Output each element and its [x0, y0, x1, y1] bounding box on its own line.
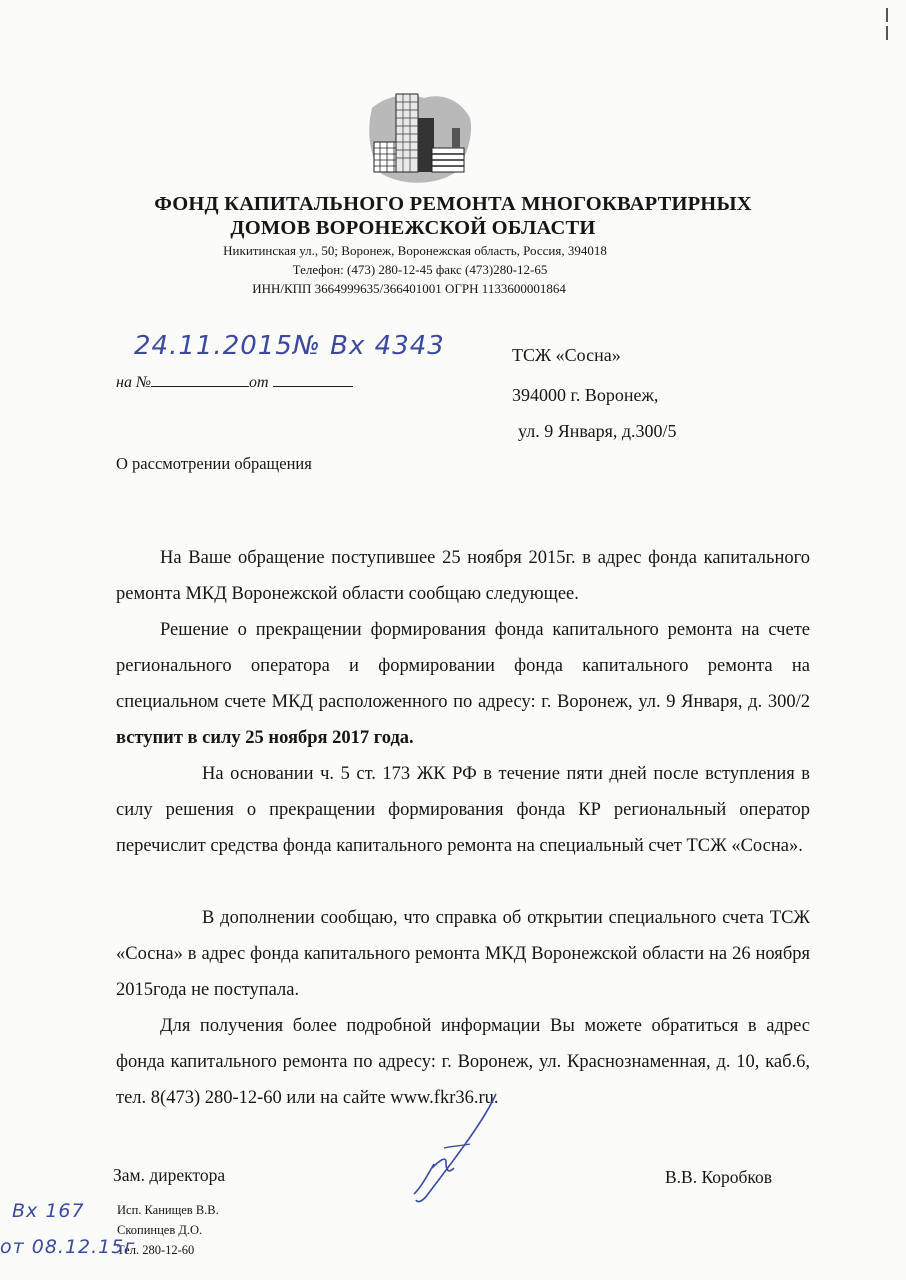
executor-line-2: Скопинцев Д.О. — [117, 1223, 203, 1237]
recipient-name: ТСЖ «Сосна» — [512, 345, 621, 365]
signatory-name: В.В. Коробков — [665, 1167, 773, 1187]
executor-line-1: Исп. Канищев В.В. — [117, 1203, 219, 1217]
org-phone: Телефон: (473) 280-12-45 факс (473)280-12-65 — [292, 262, 548, 277]
reply-reference-line — [116, 372, 353, 392]
fund-logo-icon — [366, 88, 474, 188]
recipient-street: ул. 9 Января, д.300/5 — [518, 421, 677, 441]
body-paragraph-3: На основании ч. 5 ст. 173 ЖК РФ в течение пяти дней после вступления в силу решения о прекращении формирования фонда КР региональный оператор перечислит средства фонда капитального ремонта на специальный счет ТСЖ «Сосна». — [116, 764, 810, 856]
org-name-line2: ДОМОВ ВОРОНЕЖСКОЙ ОБЛАСТИ — [230, 217, 596, 239]
body-paragraph-2-bold: вступит в силу 25 ноября 2017 года. — [116, 728, 414, 748]
body-paragraph-2 — [116, 612, 810, 756]
body-paragraph-2-text: Решение о прекращении формирования фонда капитального ремонта на счете регионального оператора и формировании фонда капитального ремонта на специальном счете МКД расположенного по адресу: г. Воронеж, ул. 9 Января, д. 300/2 — [116, 620, 810, 712]
reply-date-label: от — [249, 374, 269, 391]
org-name-line1: ФОНД КАПИТАЛЬНОГО РЕМОНТА МНОГОКВАРТИРНЫХ — [154, 193, 752, 215]
body-paragraph-1: На Ваше обращение поступившее 25 ноября 2015г. в адрес фонда капитального ремонта МКД Воронежской области сообщаю следующее. — [116, 548, 810, 604]
body-paragraph-4: В дополнении сообщаю, что справка об открытии специального счета ТСЖ «Сосна» в адрес фонда капитального ремонта МКД Воронежской области на 26 ноября 2015года не поступала. — [116, 908, 810, 1000]
reply-number-label: на № — [116, 374, 152, 391]
executor-phone: Тел. 280-12-60 — [117, 1243, 195, 1257]
handwritten-signature-icon — [388, 1090, 538, 1210]
incoming-number: Вх 167 — [12, 1200, 85, 1222]
body-paragraph-5: Для получения более подробной информации Вы можете обратиться в адрес фонда капитального ремонта по адресу: г. Воронеж, ул. Краснознаменная, д. 10, каб.6, тел. 8(473) 280-12-60 или на сайте www.fkr36.ru. — [116, 1016, 810, 1108]
incoming-date: от 08.12.15г — [0, 1236, 136, 1258]
org-ids: ИНН/КПП 3664999635/366401001 ОГРН 1133600001864 — [252, 281, 566, 296]
letter-subject: О рассмотрении обращения — [116, 454, 312, 473]
recipient-city: 394000 г. Воронеж, — [512, 385, 659, 405]
signatory-position: Зам. директора — [113, 1165, 226, 1185]
scan-corner-mark-icon — [884, 8, 892, 44]
registration-handwritten: 24.11.2015№ Вх 4343 — [134, 331, 445, 361]
org-address: Никитинская ул., 50; Воронеж, Воронежская область, Россия, 394018 — [223, 243, 607, 258]
